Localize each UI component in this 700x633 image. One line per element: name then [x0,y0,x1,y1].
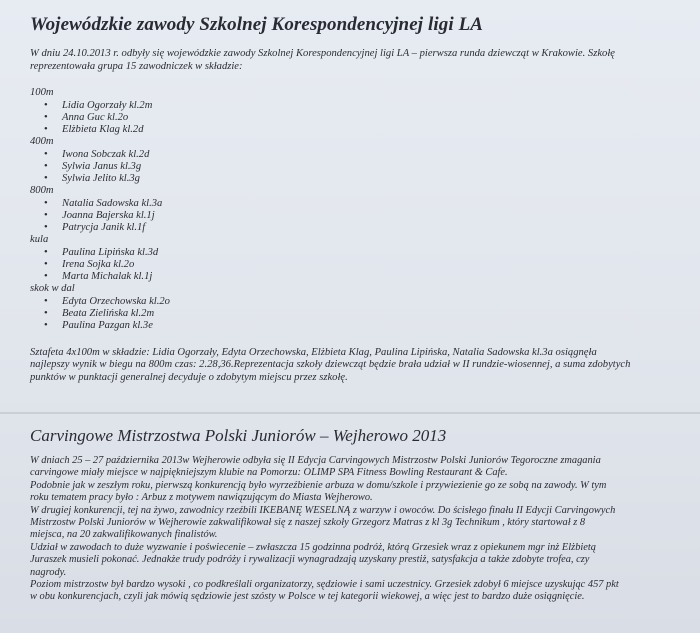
article-line: w obu konkurencjach, czyli jak mówią sędziowie jest szósty w Polsce w tej kategorii wiekowej, a więc jest to bardzo duże osiągnięcie. [30,591,585,603]
section-divider [0,412,700,414]
league-competition-section [30,14,690,384]
athlete-name: Elżbieta Klag kl.2d [62,123,144,135]
bullet-icon: • [44,173,48,185]
bullet-icon: • [44,295,48,307]
athlete-list [30,247,690,284]
bullet-icon: • [44,99,48,111]
section-title: Carvingowe Mistrzostwa Polski Juniorów – Wejherowo 2013 [30,426,447,445]
athlete-list [30,198,690,235]
athlete-name: Edyta Orzechowska kl.2o [62,295,170,307]
list-item [44,173,690,185]
athlete-list [30,149,690,186]
event-label: 100m [30,87,54,98]
article-line: nagrody. [30,566,67,578]
athlete-name: Joanna Bajerska kl.1j [62,209,155,221]
article-line: Udział w zawodach to duże wyzwanie i poświecenie – zwłaszcza 15 godzinna podróż, którą Grzesiek wraz z opiekunem mgr inż Elżbietą [30,541,596,553]
list-item [44,198,690,210]
list-item [44,222,690,234]
list-item [44,259,690,271]
athlete-list [30,100,690,137]
list-item [44,210,690,222]
bullet-icon: • [44,160,48,172]
athlete-name: Marta Michalak kl.1j [62,271,153,283]
list-item [44,271,690,283]
bullet-icon: • [44,259,48,271]
article-line: W drugiej konkurencji, tej na żywo, zawodnicy rzeźbili IKEBANĘ WESELNĄ z warzyw i owoców. Do ścisłego finału II Edycji Carvingowych [30,504,616,516]
list-item [44,161,690,173]
event-label: 400m [30,136,54,148]
list-item [44,320,690,332]
carving-championship-section [30,426,690,604]
bullet-icon: • [44,246,48,258]
event-800m [30,185,690,234]
event-long-jump [30,283,690,332]
intro-line: W dniu 24.10.2013 r. odbyły się wojewódzkie zawody Szkolnej Korespondencyjnej ligi LA – pierwsza runda dziewcząt w Krakowie. Szkołę [30,48,615,59]
relay-paragraph [30,347,690,385]
bullet-icon: • [44,222,48,234]
bullet-icon: • [44,271,48,283]
article-line: Mistrzostw Polski Juniorów w Wejherowie zakwalifikował się z naszej szkoły Grzegorz Matras z kl 3g Technikum , który startował z 8 [30,517,586,529]
intro-paragraph [30,48,690,73]
athlete-name: Paulina Pazgan kl.3e [62,320,153,332]
event-100m [30,87,690,136]
list-item [44,247,690,259]
bullet-icon: • [44,111,48,123]
bullet-icon: • [44,320,48,332]
relay-line: Sztafeta 4x100m w składzie: Lidia Ogorzały, Edyta Orzechowska, Elżbieta Klag, Paulina Lipińska, Natalia Sadowska kl.3a osiągnęła [30,346,597,358]
athlete-name: Lidia Ogorzały kl.2m [62,99,153,111]
relay-line: najlepszy wynik w biegu na 800m czas: 2.28,36.Reprezentacja szkoły dziewcząt będzie brała udział w II rundzie-wiosennej, a suma zdobytych [30,359,631,371]
list-item [44,124,690,136]
bullet-icon: • [44,209,48,221]
event-shot-put [30,234,690,283]
article-paragraph [30,455,690,604]
article-line: Juraszek musieli pokonać. Jednakże trudy podróży i rywalizacji wynagradzają uzyskany prestiż, satysfakcja a także zdobyte trofea, czy [30,554,590,566]
event-label: kula [30,234,49,246]
article-line: Poziom mistrzostw był bardzo wysoki , co podkreślali organizatorzy, sędziowie i sami uczestnicy. Grzesiek zdobył 6 miejsce uzyskując 457 pkt [30,579,619,591]
event-label: skok w dal [30,283,75,295]
relay-line: punktów w punktacji generalnej decyduje o zdobytym miejscu przez szkołę. [30,371,348,383]
event-400m [30,136,690,185]
bullet-icon: • [44,148,48,160]
athlete-name: Sylwia Janus kl.3g [62,160,142,172]
athlete-name: Irena Sojka kl.2o [62,259,135,271]
article-line: miejsca, na 20 zakwalifikowanych finalistów. [30,529,218,541]
list-item [44,112,690,124]
athlete-name: Sylwia Jelito kl.3g [62,173,140,185]
article-line: carvingowe miały miejsce w najpiękniejszym klubie na Pomorzu: OLIMP SPA Fitness Bowling Restaurant & Cafe. [30,467,508,479]
athlete-name: Beata Zielińska kl.2m [62,308,155,320]
bullet-icon: • [44,123,48,135]
list-item [44,100,690,112]
list-item [44,149,690,161]
athlete-name: Natalia Sadowska kl.3a [62,197,163,209]
article-line: roku tematem pracy było : Arbuz z motywem nawiązującym do Miasta Wejherowo. [30,492,373,504]
athlete-name: Anna Guc kl.2o [62,111,129,123]
bullet-icon: • [44,308,48,320]
article-line: Podobnie jak w zeszłym roku, pierwszą konkurencją było wyrzeźbienie arbuza w domu/szkole i przywiezienie go ze sobą na zawody. W tym [30,479,607,491]
event-label: 800m [30,185,54,197]
intro-line: reprezentowała grupa 15 zawodniczek w składzie: [30,60,243,72]
athlete-list [30,296,690,333]
list-item [44,308,690,320]
athlete-name: Iwona Sobczak kl.2d [62,148,150,160]
section-title: Wojewódzkie zawody Szkolnej Korespondencyjnej ligi LA [30,14,484,35]
athlete-name: Paulina Lipińska kl.3d [62,246,159,258]
article-line: W dniach 25 – 27 października 2013w Wejherowie odbyła się II Edycja Carvingowych Mistrzostw Polski Juniorów Tegoroczne zmagania [30,455,601,466]
bullet-icon: • [44,197,48,209]
list-item [44,296,690,308]
athlete-name: Patrycja Janik kl.1f [62,222,146,234]
